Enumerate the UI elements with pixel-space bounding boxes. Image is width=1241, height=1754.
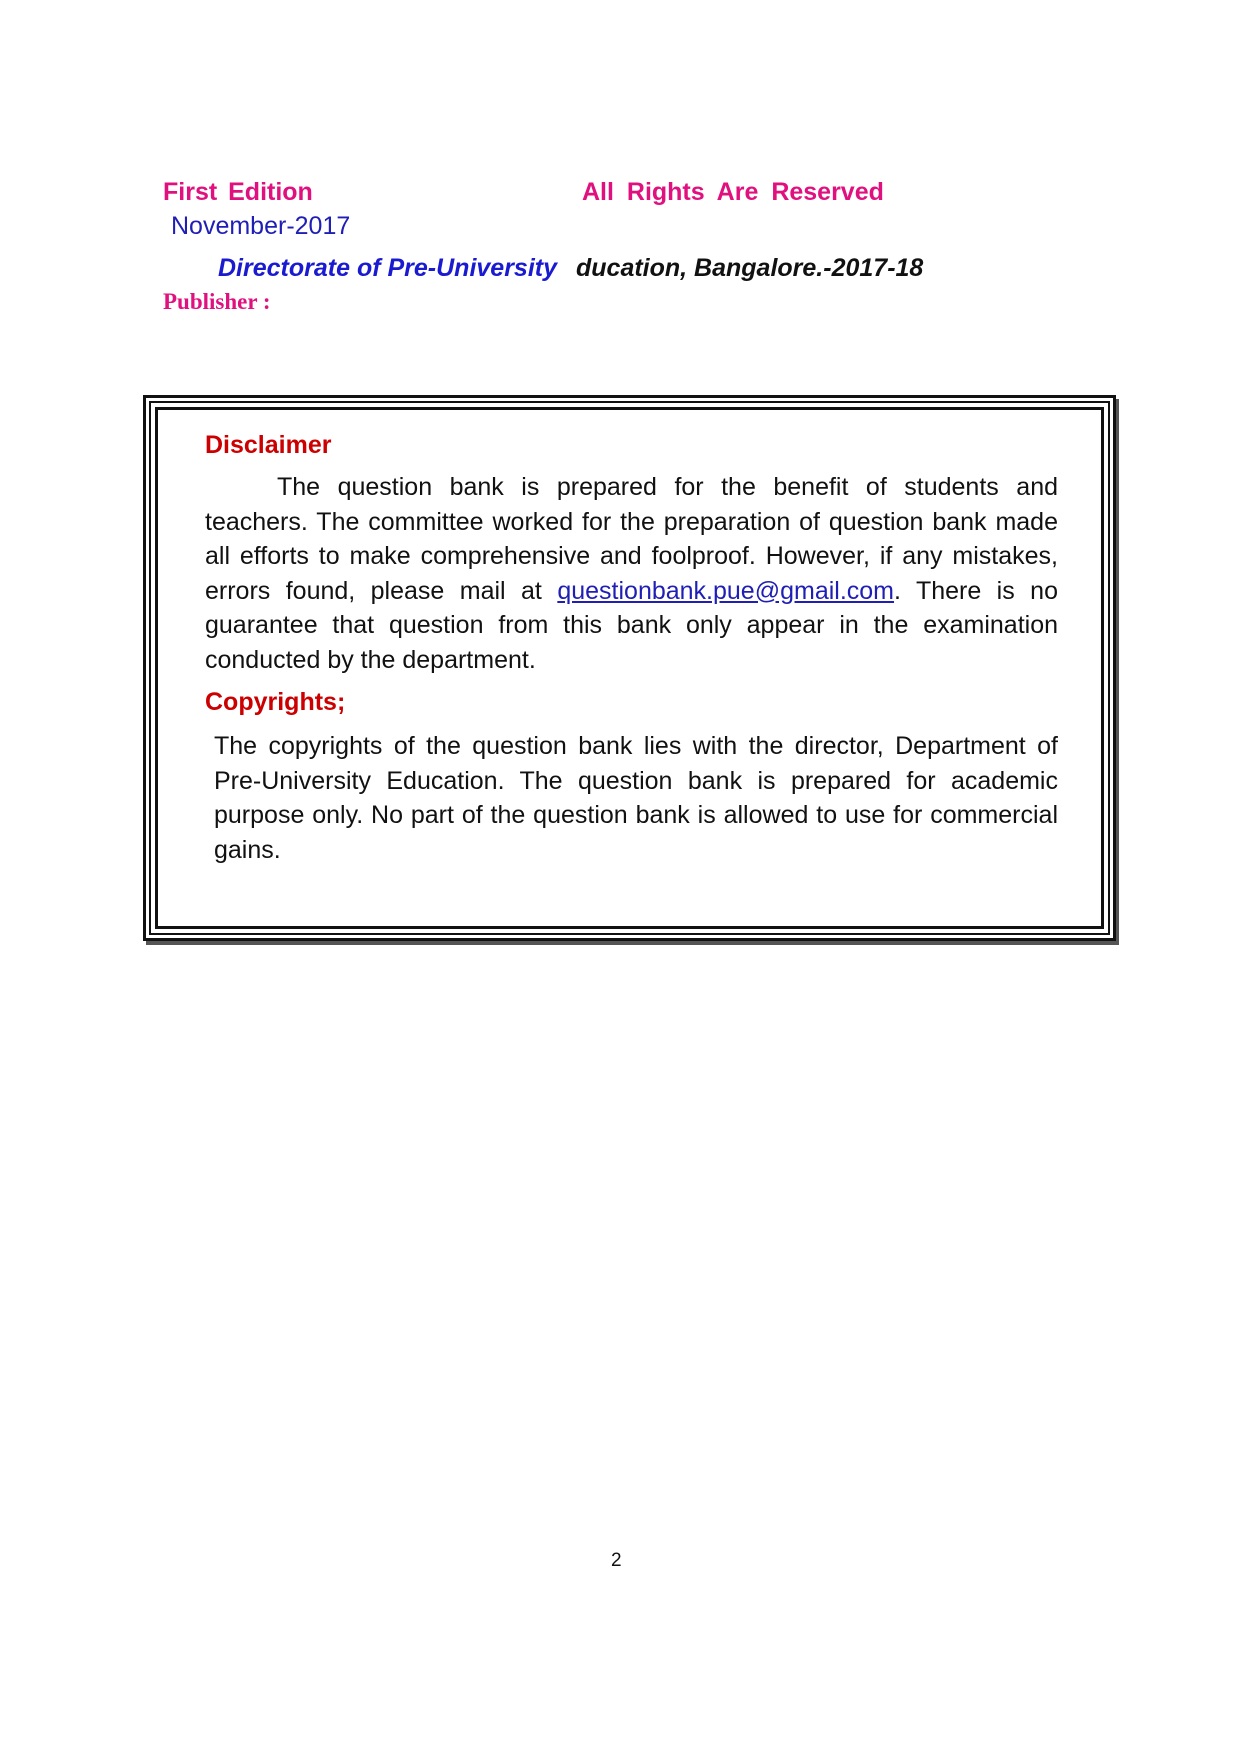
disclaimer-box-content (205, 428, 1058, 867)
rights-reserved-label: All Rights Are Reserved (582, 178, 884, 206)
directorate-location: ducation, Bangalore.-2017-18 (576, 254, 924, 282)
copyrights-text: The copyrights of the question bank lies with the director, Department of Pre-University Education. The question bank is prepared for academic purpose only. No part of the question bank is allowed to use for commercial gains. (214, 732, 1058, 864)
directorate-name: Directorate of Pre-University (218, 254, 558, 282)
edition-label: First Edition (163, 178, 313, 206)
page-number: 2 (611, 1550, 622, 1571)
disclaimer-text-start: The question bank is prepared for the benefit of students and teachers. The committee worked for the preparation of question bank made all efforts to make comprehensive and foolproof. However, if any mistakes, errors found, please mail at (205, 473, 1058, 605)
edition-date: November-2017 (171, 212, 351, 240)
disclaimer-text (205, 470, 1058, 677)
publisher-label: Publisher : (163, 289, 271, 314)
disclaimer-text-end: . There is no guarantee that question from this bank only appear in the examination conducted by the department. (205, 576, 1058, 674)
email-link[interactable]: questionbank.pue@gmail.com (557, 576, 895, 605)
copyrights-heading: Copyrights; (205, 688, 346, 716)
disclaimer-heading: Disclaimer (205, 431, 332, 459)
